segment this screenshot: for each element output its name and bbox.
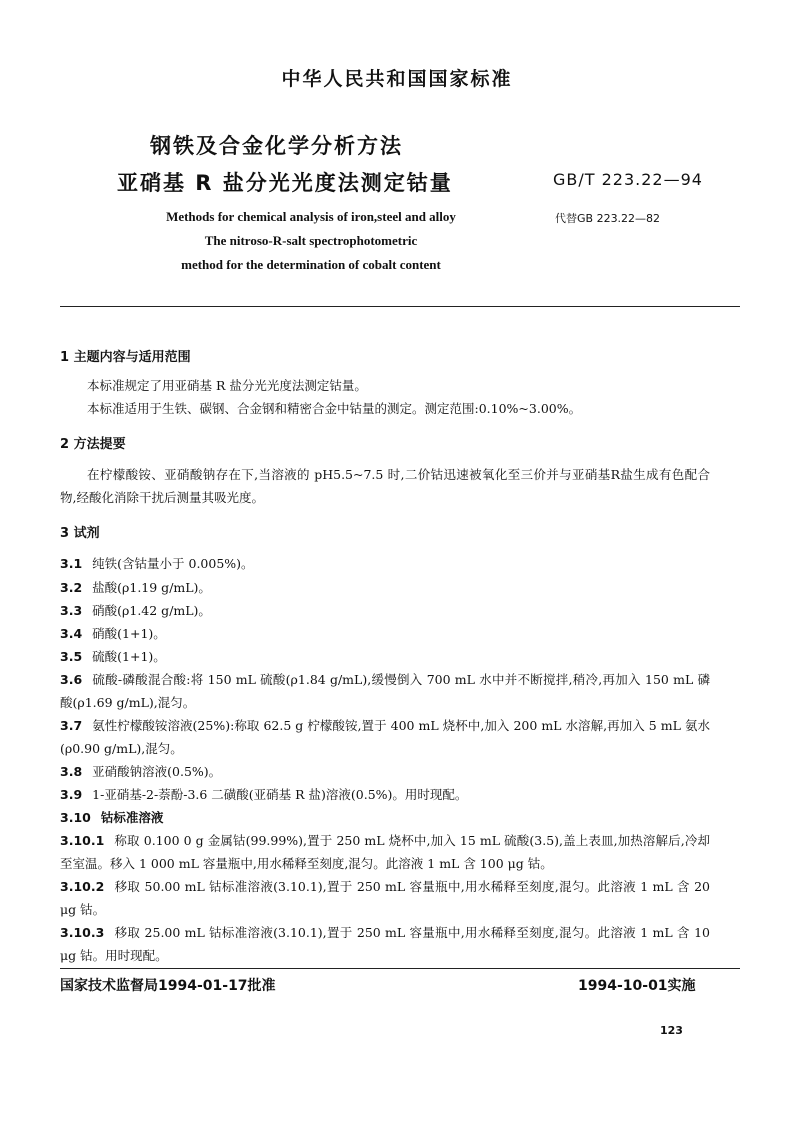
item-number: 3.2 (60, 580, 83, 595)
title-cn-line1: 钢铁及合金化学分析方法 (150, 134, 403, 158)
item-number: 3.6 (60, 672, 83, 687)
replaces-note: 代替GB 223.22—82 (555, 212, 661, 225)
reagent-item (60, 599, 710, 622)
item-number: 3.8 (60, 764, 83, 779)
item-text: 移取 25.00 mL 钴标准溶液(3.10.1),置于 250 mL 容量瓶中,用水稀释至刻度,混匀。此溶液 1 mL 含 10 μg 钴。用时现配。 (60, 925, 710, 963)
standard-code: GB/T 223.22—94 (553, 170, 703, 189)
reagent-item (60, 622, 710, 645)
title-cn-line2: 亚硝基 R 盐分光光度法测定钴量 (117, 171, 453, 195)
item-text: 称取 0.100 0 g 金属钴(99.99%),置于 250 mL 烧杯中,加入 15 mL 硫酸(3.5),盖上表皿,加热溶解后,冷却至室温。移入 1 000 mL 容量瓶中,用水稀释至刻度,混匀。此溶液 1 mL 含 100 μg 钴。 (60, 833, 710, 871)
reagent-item (60, 760, 710, 783)
item-number: 3.4 (60, 626, 83, 641)
item-text: 钴标准溶液 (100, 810, 164, 825)
section-heading-2: 2 方法提要 (60, 437, 126, 452)
page-number: 123 (660, 1024, 683, 1037)
section-1-para-1: 本标准规定了用亚硝基 R 盐分光光度法测定钴量。 (87, 378, 367, 393)
item-number: 3.1 (60, 556, 83, 571)
reagent-item (60, 552, 710, 575)
item-number: 3.3 (60, 603, 83, 618)
section-heading-3: 3 试剂 (60, 526, 100, 541)
title-en-line3: method for the determination of cobalt content (181, 257, 441, 272)
reagent-item (60, 714, 710, 760)
section-heading-1: 1 主题内容与适用范围 (60, 350, 191, 365)
section-1-para-2: 本标准适用于生铁、碳钢、合金钢和精密合金中钴量的测定。测定范围:0.10%~3.00%。 (87, 401, 582, 416)
title-en-line2: The nitroso-R-salt spectrophotometric (204, 233, 418, 248)
item-number: 3.10.1 (60, 833, 105, 848)
item-text: 亚硝酸钠溶液(0.5%)。 (92, 764, 222, 779)
item-text: 移取 50.00 mL 钴标准溶液(3.10.1),置于 250 mL 容量瓶中,用水稀释至刻度,混匀。此溶液 1 mL 含 20 μg 钴。 (60, 879, 710, 917)
standard-organization: 中华人民共和国国家标准 (281, 68, 513, 90)
item-text: 氨性柠檬酸铵溶液(25%):称取 62.5 g 柠檬酸铵,置于 400 mL 烧杯中,加入 200 mL 水溶解,再加入 5 mL 氨水(ρ0.90 g/mL),混匀。 (60, 718, 710, 756)
reagent-item (60, 645, 710, 668)
item-text: 硝酸(ρ1.42 g/mL)。 (92, 603, 211, 618)
item-text: 硫酸(1+1)。 (92, 649, 166, 664)
reagent-subheading (60, 806, 710, 829)
item-number: 3.7 (60, 718, 83, 733)
item-text: 硝酸(1+1)。 (92, 626, 166, 641)
implementation-date: 1994-10-01实施 (578, 978, 696, 994)
reagent-item (60, 668, 710, 714)
reagent-item (60, 829, 710, 875)
item-text: 硫酸-磷酸混合酸:将 150 mL 硫酸(ρ1.84 g/mL),缓慢倒入 700 mL 水中并不断搅拌,稍冷,再加入 150 mL 磷酸(ρ1.69 g/mL),混匀。 (60, 672, 710, 710)
item-number: 3.9 (60, 787, 83, 802)
title-en-line1: Methods for chemical analysis of iron,steel and alloy (166, 209, 456, 224)
item-number: 3.10.2 (60, 879, 105, 894)
reagent-item (60, 875, 710, 921)
footer-divider (60, 968, 740, 969)
section-2-para-1: 在柠檬酸铵、亚硝酸钠存在下,当溶液的 pH5.5~7.5 时,二价钴迅速被氧化至三价并与亚硝基R盐生成有色配合物,经酸化消除干扰后测量其吸光度。 (60, 467, 710, 505)
reagent-item (60, 576, 710, 599)
item-number: 3.10 (60, 810, 91, 825)
item-text: 1-亚硝基-2-萘酚-3.6 二磺酸(亚硝基 R 盐)溶液(0.5%)。用时现配。 (92, 787, 468, 802)
item-number: 3.10.3 (60, 925, 105, 940)
item-text: 纯铁(含钴量小于 0.005%)。 (92, 556, 254, 571)
reagent-item (60, 921, 710, 967)
header-divider (60, 306, 740, 307)
reagent-item (60, 783, 710, 806)
item-number: 3.5 (60, 649, 83, 664)
approval-date: 国家技术监督局1994-01-17批准 (60, 978, 276, 994)
item-text: 盐酸(ρ1.19 g/mL)。 (92, 580, 211, 595)
